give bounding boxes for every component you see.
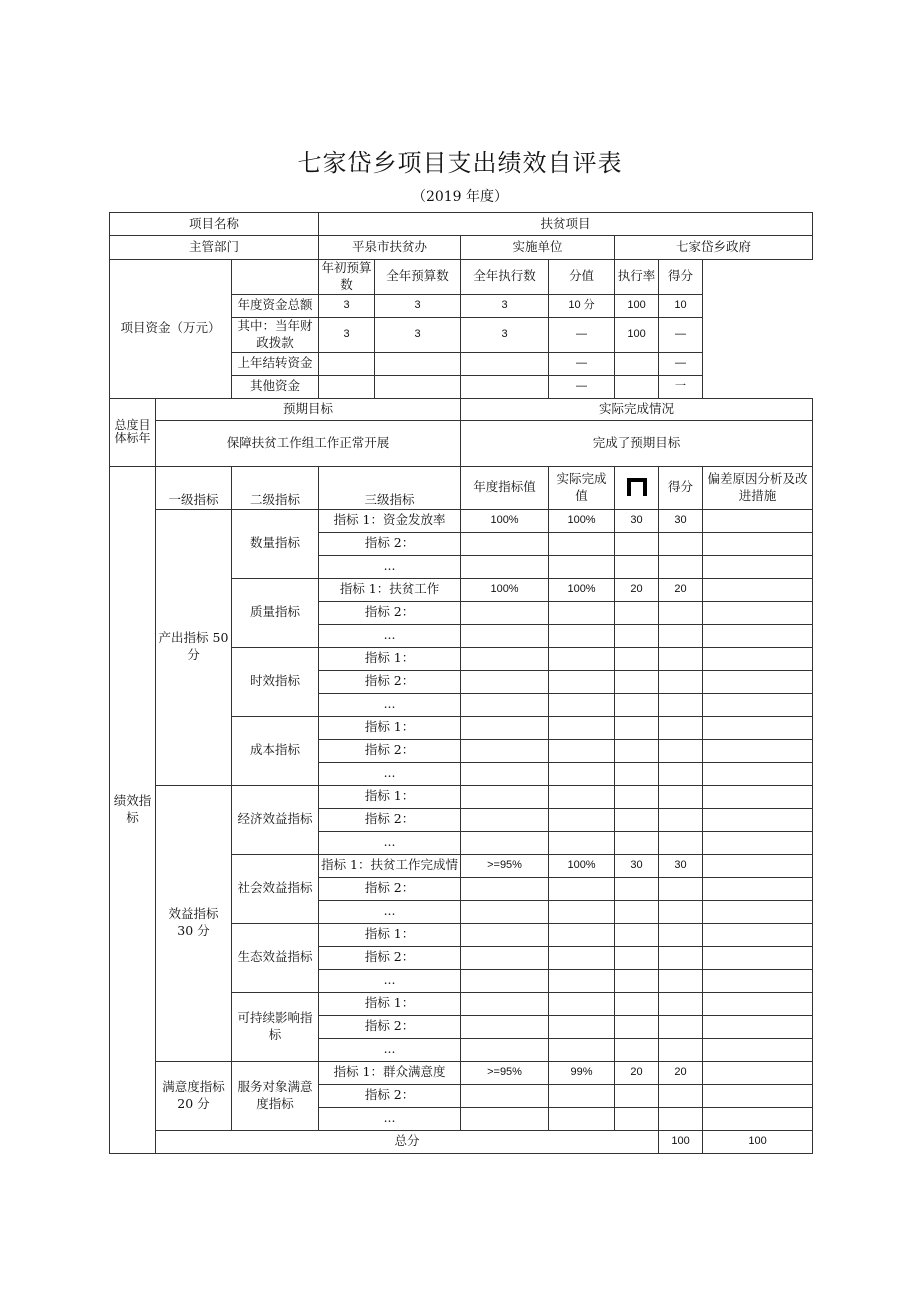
level3-label: 指标 2： — [319, 601, 461, 624]
level3-label: 指标 2： — [319, 1015, 461, 1038]
annual-value-cell: 100% — [461, 509, 549, 532]
annual-value-cell — [461, 808, 549, 831]
weight-cell — [615, 946, 659, 969]
funds-label: 项目资金（万元） — [110, 260, 232, 399]
annual-value-cell — [461, 1015, 549, 1038]
annual-value-cell — [461, 762, 549, 785]
total-row — [110, 1130, 813, 1153]
benefit-indicator-label — [156, 785, 232, 1061]
weight-cell — [615, 992, 659, 1015]
deviation-cell — [703, 1107, 813, 1130]
actual-value-cell — [549, 877, 615, 900]
level3-label: ... — [319, 831, 461, 854]
weight-cell: 30 — [615, 854, 659, 877]
level3-label: 指标 1：扶贫工作完成情 — [319, 854, 461, 877]
level2-label: 社会效益指标 — [232, 854, 319, 923]
annual-value-cell — [461, 1107, 549, 1130]
annual-value-cell — [461, 969, 549, 992]
funds-cell: 3 — [375, 317, 461, 352]
annual-value-cell: 100% — [461, 578, 549, 601]
annual-value-cell — [461, 739, 549, 762]
actual-value-cell — [549, 1015, 615, 1038]
funds-column-header: 年初预算数 — [319, 260, 375, 295]
annual-value-cell — [461, 900, 549, 923]
score-cell — [659, 647, 703, 670]
deviation-cell — [703, 808, 813, 831]
score-cell — [659, 785, 703, 808]
actual-result-value: 完成了预期目标 — [461, 420, 813, 466]
satisfaction-label-line1: 满意度指标 — [162, 1078, 225, 1094]
score-cell — [659, 900, 703, 923]
project-name-value: 扶贫项目 — [319, 213, 813, 236]
actual-value-cell — [549, 946, 615, 969]
level3-label: ... — [319, 900, 461, 923]
dept-value: 平泉市扶贫办 — [319, 236, 461, 260]
funds-cell: 3 — [319, 317, 375, 352]
page-subtitle: （2019 年度） — [411, 189, 509, 205]
deviation-cell — [703, 601, 813, 624]
score-cell — [659, 992, 703, 1015]
score-cell — [659, 624, 703, 647]
weight-cell — [615, 1038, 659, 1061]
total-score: 100 — [703, 1130, 813, 1153]
deviation-cell — [703, 739, 813, 762]
funds-cell: — — [659, 352, 703, 375]
expected-goal-value: 保障扶贫工作组工作正常开展 — [156, 420, 461, 466]
output-indicator-label: 产出指标 50 分 — [156, 509, 232, 785]
satisfaction-label-line2: 20 分 — [177, 1095, 210, 1111]
weight-cell — [615, 1107, 659, 1130]
actual-value-header: 实际完成值 — [549, 466, 615, 509]
level2-label: 质量指标 — [232, 578, 319, 647]
level3-label: 指标 2： — [319, 946, 461, 969]
level3-label: ... — [319, 969, 461, 992]
level2-label: 数量指标 — [232, 509, 319, 578]
score-cell: 20 — [659, 1061, 703, 1084]
annual-value-cell — [461, 877, 549, 900]
level3-label: 指标 1： — [319, 992, 461, 1015]
annual-value-header: 年度指标值 — [461, 466, 549, 509]
annual-value-cell — [461, 532, 549, 555]
deviation-cell — [703, 923, 813, 946]
funds-cell: — — [549, 352, 615, 375]
weight-cell — [615, 785, 659, 808]
deviation-cell — [703, 762, 813, 785]
benefit-label-line1: 效益指标 — [168, 906, 219, 922]
weight-cell: 30 — [615, 509, 659, 532]
funds-column-header: 得分 — [659, 260, 703, 295]
level2-label: 经济效益指标 — [232, 785, 319, 854]
actual-value-cell — [549, 693, 615, 716]
score-cell — [659, 716, 703, 739]
funds-cell — [461, 352, 549, 375]
level2-label: 服务对象满意度指标 — [232, 1061, 319, 1130]
deviation-cell — [703, 670, 813, 693]
annual-value-cell — [461, 1084, 549, 1107]
funds-cell: 3 — [461, 294, 549, 317]
level3-label: ... — [319, 762, 461, 785]
level2-header: 二级指标 — [232, 466, 319, 509]
project-name-row — [110, 213, 813, 236]
level3-label: 指标 1： — [319, 716, 461, 739]
project-name-label: 项目名称 — [110, 213, 319, 236]
score-cell — [659, 808, 703, 831]
funds-cell: 3 — [319, 294, 375, 317]
level3-label: 指标 1： — [319, 923, 461, 946]
weight-cell — [615, 601, 659, 624]
funds-cell: 100 — [615, 294, 659, 317]
deviation-cell — [703, 509, 813, 532]
deviation-cell — [703, 854, 813, 877]
actual-value-cell: 100% — [549, 509, 615, 532]
weight-cell — [615, 831, 659, 854]
score-cell — [659, 670, 703, 693]
level3-label: 指标 1： — [319, 785, 461, 808]
score-cell — [659, 831, 703, 854]
funds-cell: 3 — [375, 294, 461, 317]
level3-label: 指标 2： — [319, 532, 461, 555]
funds-cell — [615, 375, 659, 398]
annual-value-cell — [461, 992, 549, 1015]
deviation-cell — [703, 1038, 813, 1061]
score-cell: 20 — [659, 578, 703, 601]
total-weight: 100 — [659, 1130, 703, 1153]
goals-header-row — [110, 398, 813, 420]
dept-label: 主管部门 — [110, 236, 319, 260]
actual-value-cell — [549, 670, 615, 693]
deviation-cell — [703, 1084, 813, 1107]
funds-header-row — [110, 260, 813, 295]
annual-value-cell — [461, 831, 549, 854]
level2-label: 可持续影响指标 — [232, 992, 319, 1061]
actual-value-cell — [549, 532, 615, 555]
actual-value-cell — [549, 601, 615, 624]
annual-value-cell: >=95% — [461, 1061, 549, 1084]
score-cell — [659, 739, 703, 762]
funds-cell: 10 分 — [549, 294, 615, 317]
funds-row-label: 年度资金总额 — [232, 294, 319, 317]
score-cell — [659, 532, 703, 555]
level3-label: 指标 2： — [319, 808, 461, 831]
deviation-cell — [703, 900, 813, 923]
weight-header-glyph-icon — [626, 478, 648, 498]
actual-value-cell — [549, 808, 615, 831]
deviation-cell — [703, 647, 813, 670]
funds-cell: — — [549, 375, 615, 398]
total-label: 总分 — [156, 1130, 659, 1153]
actual-value-cell: 100% — [549, 578, 615, 601]
actual-value-cell — [549, 1084, 615, 1107]
unit-value: 七家岱乡政府 — [615, 236, 813, 260]
indicator-row — [110, 509, 813, 532]
level3-label: 指标 2： — [319, 670, 461, 693]
deviation-cell — [703, 716, 813, 739]
actual-value-cell — [549, 624, 615, 647]
weight-cell — [615, 1015, 659, 1038]
annual-value-cell — [461, 670, 549, 693]
perf-side-label: 绩效指标 — [110, 466, 156, 1153]
weight-cell — [615, 624, 659, 647]
page-title: 七家岱乡项目支出绩效自评表 — [297, 149, 623, 177]
actual-value-cell — [549, 1038, 615, 1061]
funds-cell — [375, 375, 461, 398]
deviation-cell — [703, 532, 813, 555]
actual-value-cell — [549, 647, 615, 670]
goals-value-row — [110, 420, 813, 466]
deviation-cell — [703, 992, 813, 1015]
level2-label: 成本指标 — [232, 716, 319, 785]
score-cell — [659, 555, 703, 578]
actual-value-cell — [549, 831, 615, 854]
deviation-cell — [703, 578, 813, 601]
actual-value-cell — [549, 900, 615, 923]
annual-value-cell — [461, 1038, 549, 1061]
annual-value-cell — [461, 716, 549, 739]
funds-cell: — — [659, 317, 703, 352]
weight-cell — [615, 923, 659, 946]
weight-cell: 20 — [615, 1061, 659, 1084]
actual-value-cell — [549, 969, 615, 992]
deviation-cell — [703, 1061, 813, 1084]
actual-value-cell — [549, 716, 615, 739]
level2-label: 时效指标 — [232, 647, 319, 716]
weight-cell: 20 — [615, 578, 659, 601]
weight-cell — [615, 532, 659, 555]
expected-goal-header: 预期目标 — [156, 398, 461, 420]
dept-row — [110, 236, 813, 260]
score-cell — [659, 1038, 703, 1061]
weight-cell — [615, 900, 659, 923]
funds-row-label: 其他资金 — [232, 375, 319, 398]
funds-cell: 一 — [659, 375, 703, 398]
funds-cell — [319, 375, 375, 398]
weight-cell — [615, 693, 659, 716]
level2-label: 生态效益指标 — [232, 923, 319, 992]
perf-header-row — [110, 466, 813, 509]
funds-cell: — — [549, 317, 615, 352]
satisfaction-indicator-label — [156, 1061, 232, 1130]
annual-value-cell — [461, 693, 549, 716]
deviation-cell — [703, 946, 813, 969]
actual-value-cell — [549, 785, 615, 808]
actual-value-cell: 100% — [549, 854, 615, 877]
score-cell — [659, 1084, 703, 1107]
goals-side-label: 总度目体标年 — [110, 398, 156, 466]
weight-cell — [615, 670, 659, 693]
deviation-cell — [703, 969, 813, 992]
actual-value-cell — [549, 992, 615, 1015]
annual-value-cell — [461, 647, 549, 670]
level3-label: 指标 2： — [319, 877, 461, 900]
funds-row-label: 其中：当年财政拨款 — [232, 317, 319, 352]
funds-cell: 3 — [461, 317, 549, 352]
weight-cell — [615, 739, 659, 762]
weight-cell — [615, 877, 659, 900]
level3-label: 指标 1： — [319, 647, 461, 670]
level3-label: ... — [319, 624, 461, 647]
weight-cell — [615, 555, 659, 578]
weight-cell — [615, 1084, 659, 1107]
annual-value-cell — [461, 785, 549, 808]
actual-value-cell — [549, 555, 615, 578]
actual-value-cell — [549, 739, 615, 762]
actual-value-cell — [549, 1107, 615, 1130]
score-cell: 30 — [659, 854, 703, 877]
level3-label: ... — [319, 555, 461, 578]
score-cell — [659, 923, 703, 946]
deviation-cell — [703, 555, 813, 578]
annual-value-cell: >=95% — [461, 854, 549, 877]
score-cell — [659, 762, 703, 785]
weight-header — [615, 466, 659, 509]
weight-cell — [615, 808, 659, 831]
funds-cell — [319, 352, 375, 375]
deviation-header: 偏差原因分析及改进措施 — [703, 466, 813, 509]
level3-label: ... — [319, 693, 461, 716]
annual-value-cell — [461, 601, 549, 624]
indicator-row — [110, 1061, 813, 1084]
funds-cell: 100 — [615, 317, 659, 352]
weight-cell — [615, 647, 659, 670]
deviation-cell — [703, 624, 813, 647]
deviation-cell — [703, 877, 813, 900]
self-evaluation-table — [109, 212, 813, 1154]
score-cell — [659, 946, 703, 969]
benefit-label-line2: 30 分 — [177, 923, 210, 938]
annual-value-cell — [461, 923, 549, 946]
actual-value-cell — [549, 923, 615, 946]
actual-value-cell: 99% — [549, 1061, 615, 1084]
score-cell — [659, 601, 703, 624]
funds-column-header: 全年执行数 — [461, 260, 549, 295]
indicator-row — [110, 785, 813, 808]
score-cell — [659, 693, 703, 716]
annual-value-cell — [461, 555, 549, 578]
deviation-cell — [703, 693, 813, 716]
annual-value-cell — [461, 946, 549, 969]
level3-label: 指标 2： — [319, 1084, 461, 1107]
funds-cell: 10 — [659, 294, 703, 317]
level3-label: 指标 1：资金发放率 — [319, 509, 461, 532]
level1-header: 一级指标 — [156, 466, 232, 509]
score-header: 得分 — [659, 466, 703, 509]
level3-label: 指标 1：群众满意度 — [319, 1061, 461, 1084]
level3-label: ... — [319, 1107, 461, 1130]
funds-cell — [375, 352, 461, 375]
deviation-cell — [703, 785, 813, 808]
weight-cell — [615, 716, 659, 739]
actual-result-header: 实际完成情况 — [461, 398, 813, 420]
score-cell — [659, 1015, 703, 1038]
deviation-cell — [703, 1015, 813, 1038]
funds-cell — [461, 375, 549, 398]
score-cell — [659, 1107, 703, 1130]
funds-column-header: 全年预算数 — [375, 260, 461, 295]
funds-blank-cell — [232, 260, 319, 295]
unit-label: 实施单位 — [461, 236, 615, 260]
weight-cell — [615, 969, 659, 992]
score-cell — [659, 877, 703, 900]
actual-value-cell — [549, 762, 615, 785]
score-cell — [659, 969, 703, 992]
level3-label: 指标 1：扶贫工作 — [319, 578, 461, 601]
score-cell: 30 — [659, 509, 703, 532]
funds-column-header: 分值 — [549, 260, 615, 295]
funds-cell — [615, 352, 659, 375]
annual-value-cell — [461, 624, 549, 647]
weight-cell — [615, 762, 659, 785]
deviation-cell — [703, 831, 813, 854]
funds-column-header: 执行率 — [615, 260, 659, 295]
level3-label: ... — [319, 1038, 461, 1061]
level3-header: 三级指标 — [319, 466, 461, 509]
level3-label: 指标 2： — [319, 739, 461, 762]
funds-row-label: 上年结转资金 — [232, 352, 319, 375]
